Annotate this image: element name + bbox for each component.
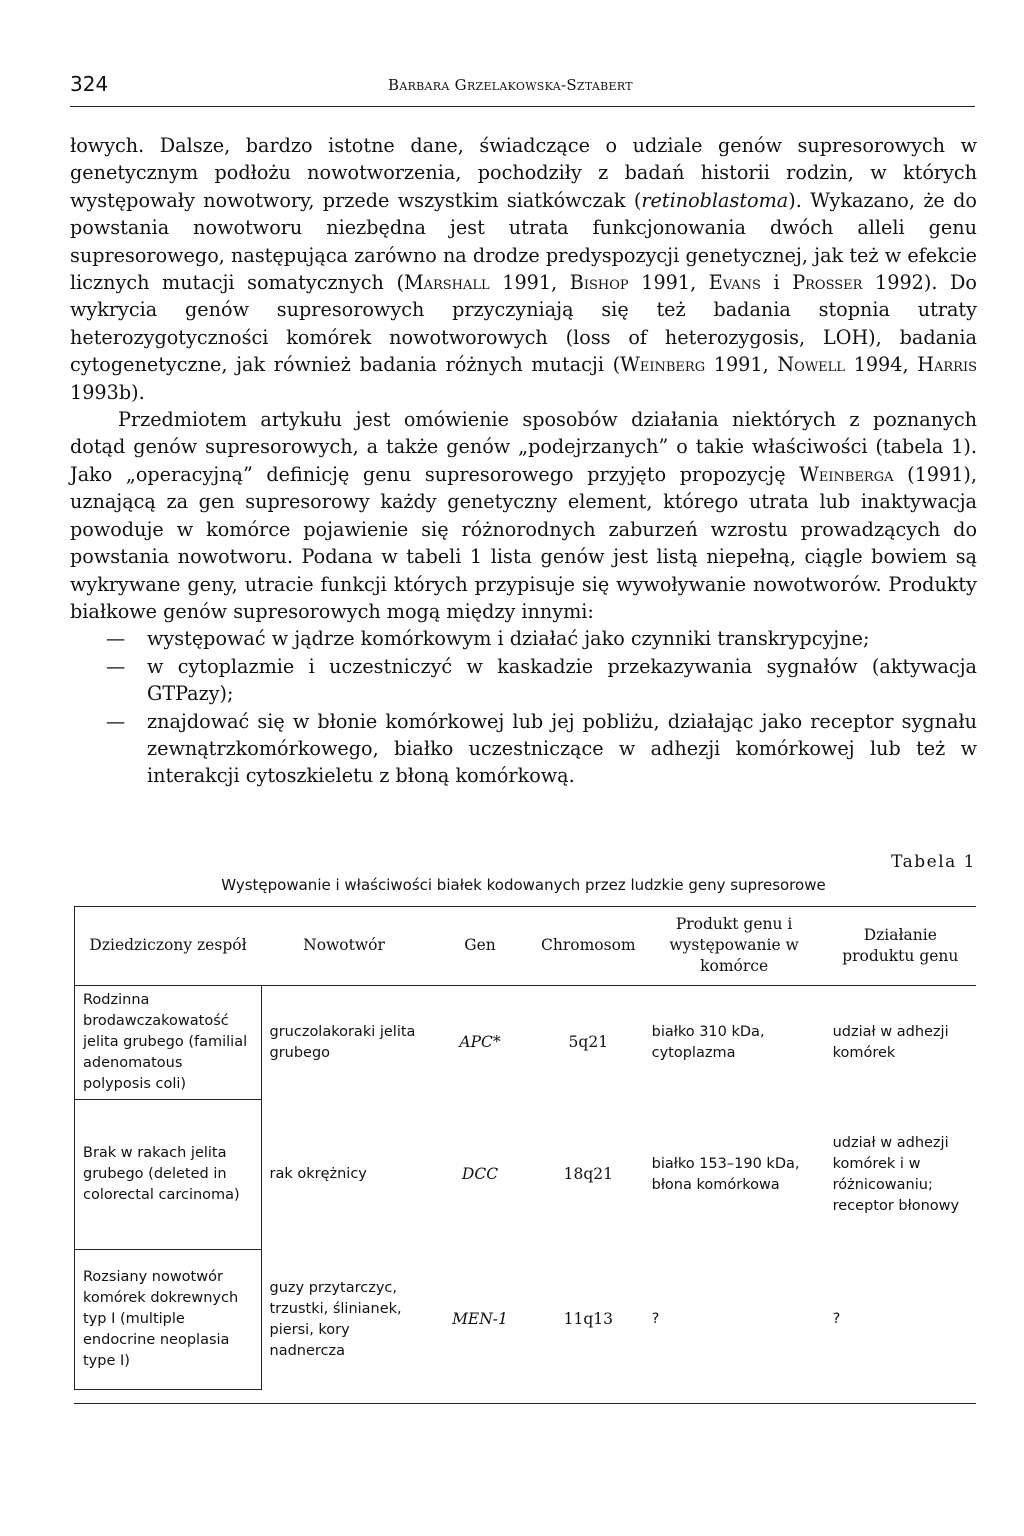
text-run: ). Wykazano, że do powstania nowotworu niezbędna jest utrata funkcjonowania dwóch alleli genu supresorowego, następująca zarówno na drodze predyspozycji genetycznej, jak też w efekcie licznych mutacji somatycznych ( bbox=[70, 188, 977, 295]
table-row bbox=[75, 986, 977, 1100]
suppressor-genes-table bbox=[74, 906, 976, 1390]
text-run: Przedmiotem artykułu jest omówienie sposobów działania niektórych z poznanych dotąd genów supresorowych, a także genów „podejrzanych” o takie właściwości (tabela 1). Jako „operacyjną” definicję genu supresorowego przyjęto propozycję bbox=[70, 408, 977, 486]
dash-list bbox=[70, 625, 977, 789]
paragraph-1 bbox=[70, 132, 977, 406]
text-run: i bbox=[760, 271, 793, 295]
citation-author: Marshall bbox=[403, 271, 490, 295]
text-run: 1991, bbox=[705, 353, 778, 377]
text-run: 1991, bbox=[489, 271, 570, 295]
running-head: Barbara Grzelakowska-Sztabert bbox=[388, 76, 633, 94]
cell-gene: DCC bbox=[461, 1165, 499, 1183]
table-bottom-rule bbox=[74, 1403, 976, 1404]
list-item bbox=[70, 653, 977, 708]
text-run: 1992). Do wykrycia genów supresorowych przyczyniają się też badania stopnia utraty heterozygotyczności komórek nowotworowych (loss of heterozygosis, LOH), badania cytogenetyczne, jak również badania różnych mutacji ( bbox=[70, 271, 977, 377]
list-item bbox=[70, 625, 977, 652]
cell-syndrome: Rodzinna brodawczakowatość jelita grubego (familial adenomatous polyposis coli) bbox=[75, 986, 262, 1100]
citation-author: Evans bbox=[708, 271, 761, 295]
cell-chromosome: 18q21 bbox=[563, 1165, 613, 1183]
cell-gene: MEN-1 bbox=[452, 1310, 508, 1328]
table-label: Tabela 1 bbox=[891, 852, 976, 872]
citation-author: Bishop bbox=[569, 271, 629, 295]
italic-term: retinoblastoma bbox=[641, 188, 789, 212]
body-text bbox=[70, 132, 977, 790]
table-row bbox=[75, 1100, 977, 1250]
citation-author: Harris bbox=[917, 353, 977, 377]
dash-mark: — bbox=[106, 654, 126, 678]
cell-action: udział w adhezji komórek bbox=[832, 1023, 949, 1061]
text-run: 1994, bbox=[844, 353, 918, 377]
text-run: (1991), uznającą za gen supresorowy każdy genetyczny element, którego utrata lub inaktywacja powoduje w komórce pojawienie się różnorodnych zaburzeń wzrostu prowadzących do powstania nowotworu. Podana w tabeli 1 lista genów jest listą niepełną, ciągle bowiem są wykrywane geny, utracie funkcji których przypisuje się wywoływanie nowotworów. Produkty białkowe genów supresorowych mogą między innymi: bbox=[70, 462, 977, 623]
column-header: Produkt genu i występowanie w komórce bbox=[644, 906, 825, 986]
cell-syndrome: Rozsiany nowotwór komórek dokrewnych typ I (multiple endocrine neoplasia type I) bbox=[75, 1250, 262, 1390]
page-header bbox=[70, 70, 975, 107]
citation-author: Nowell bbox=[777, 353, 845, 377]
column-header: Nowotwór bbox=[261, 906, 427, 986]
list-item-text: znajdować się w błonie komórkowej lub jej pobliżu, działając jako receptor sygnału zewnątrzkomórkowego, białko uczestniczące w adhezji komórkowej lub też w interakcji cytoszkieletu z błoną komórkową. bbox=[147, 709, 977, 788]
cell-tumor: gruczolakoraki jelita grubego bbox=[269, 1023, 416, 1061]
column-header: Chromosom bbox=[533, 906, 644, 986]
page-number: 324 bbox=[70, 72, 109, 96]
cell-chromosome: 5q21 bbox=[568, 1033, 609, 1052]
text-run: 1991, bbox=[628, 271, 709, 295]
citation-author: Weinberga bbox=[799, 462, 894, 486]
list-item bbox=[70, 708, 977, 790]
table-caption: Występowanie i właściwości białek kodowanych przez ludzkie geny supresorowe bbox=[221, 876, 826, 894]
list-item-text: występować w jądrze komórkowym i działać jako czynniki transkrypcyjne; bbox=[147, 627, 870, 651]
dash-mark: — bbox=[106, 709, 126, 733]
list-item-text: w cytoplazmie i uczestniczyć w kaskadzie przekazywania sygnałów (aktywacja GTPazy); bbox=[147, 654, 977, 706]
dash-mark: — bbox=[106, 627, 126, 651]
column-header: Dziedziczony zespół bbox=[75, 906, 262, 986]
citation-author: Prosser bbox=[792, 271, 863, 295]
text-run: 1993b). bbox=[70, 380, 145, 404]
column-header: Gen bbox=[427, 906, 533, 986]
citation-author: Weinberg bbox=[620, 353, 706, 377]
cell-tumor: guzy przytarczyc, trzustki, ślinianek, piersi, kory nadnercza bbox=[269, 1279, 402, 1359]
column-header: Działanie produktu genu bbox=[825, 906, 976, 986]
cell-action: udział w adhezji komórek i w różnicowaniu; receptor błonowy bbox=[832, 1134, 960, 1214]
cell-product: białko 310 kDa, cytoplazma bbox=[651, 1023, 765, 1061]
paragraph-2 bbox=[70, 406, 977, 625]
table-header-row bbox=[75, 906, 977, 986]
cell-syndrome: Brak w rakach jelita grubego (deleted in colorectal carcinoma) bbox=[75, 1100, 262, 1250]
cell-chromosome: 11q13 bbox=[563, 1310, 613, 1328]
cell-product: ? bbox=[651, 1311, 660, 1327]
cell-action: ? bbox=[832, 1311, 841, 1327]
table-row bbox=[75, 1250, 977, 1390]
cell-gene: APC* bbox=[459, 1033, 501, 1052]
text-run: łowych. Dalsze, bardzo istotne dane, świadczące o udziale genów supresorowych w genetycznym podłożu nowotworzenia, pochodziły z badań historii rodzin, w których występowały nowotwory, przede wszystkim siatkówczak ( bbox=[70, 134, 977, 212]
cell-tumor: rak okrężnicy bbox=[269, 1166, 367, 1182]
cell-product: białko 153–190 kDa, błona komórkowa bbox=[651, 1155, 800, 1193]
